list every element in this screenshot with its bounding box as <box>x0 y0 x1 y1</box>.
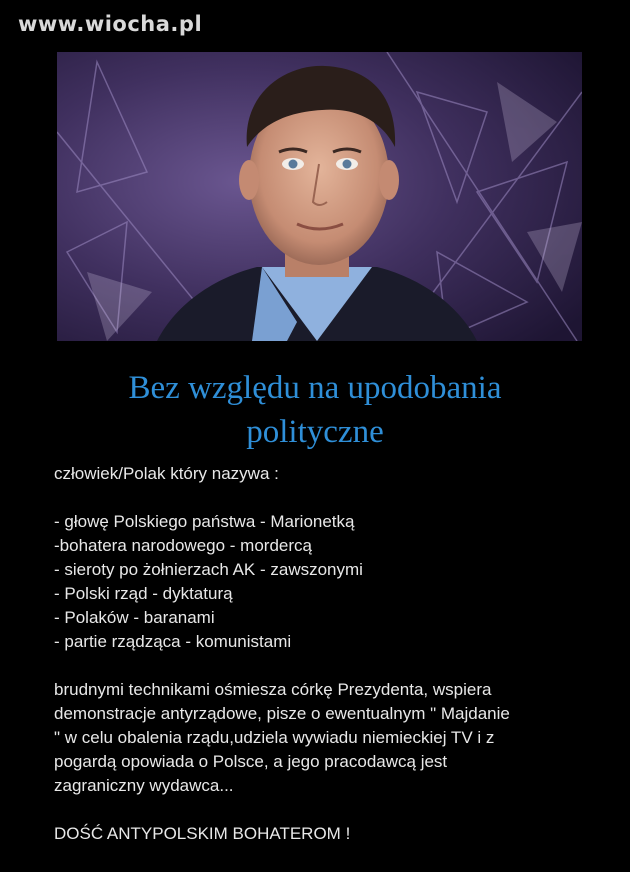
list-item: - partie rządząca - komunistami <box>54 632 292 651</box>
closing-text: DOŚĆ ANTYPOLSKIM BOHATEROM ! <box>54 824 351 843</box>
paragraph-line: zagraniczny wydawca... <box>54 776 234 795</box>
paragraph-line: brudnymi technikami ośmiesza córkę Prezydenta, wspiera <box>54 680 492 699</box>
paragraph-line: pogardą opowiada o Polsce, a jego pracodawcą jest <box>54 752 448 771</box>
list-item: - sieroty po żołnierzach AK - zawszonymi <box>54 560 363 579</box>
intro-text: człowiek/Polak który nazywa : <box>54 464 279 483</box>
list-item: -bohatera narodowego - mordercą <box>54 536 312 555</box>
paragraph-line: demonstracje antyrządowe, pisze o ewentualnym " Majdanie <box>54 704 510 723</box>
list-item: - Polaków - baranami <box>54 608 215 627</box>
headline <box>0 366 630 454</box>
headline-line-1: Bez względu na upodobania <box>128 370 502 406</box>
watermark-logo: www.wiocha.pl <box>18 12 203 36</box>
list-item: - głowę Polskiego państwa - Marionetką <box>54 512 355 531</box>
body-text <box>54 462 594 846</box>
portrait-icon <box>57 52 582 341</box>
list-item: - Polski rząd - dyktaturą <box>54 584 233 603</box>
paragraph-line: " w celu obalenia rządu,udziela wywiadu niemieckiej TV i z <box>54 728 495 747</box>
portrait-photo <box>57 52 582 341</box>
headline-line-2: polityczne <box>246 414 384 450</box>
